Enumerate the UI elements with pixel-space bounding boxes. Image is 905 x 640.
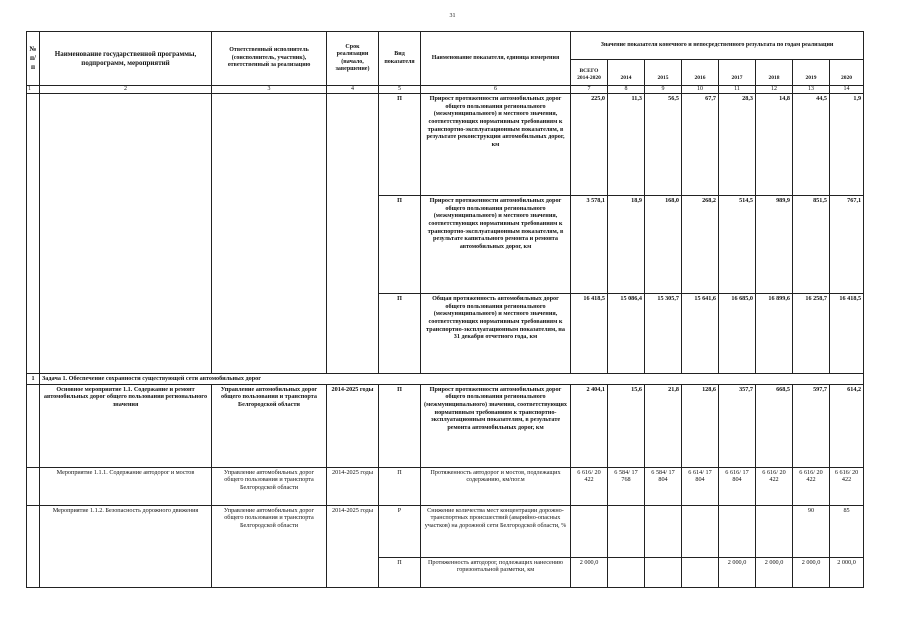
value-cell: 85 [830, 505, 864, 557]
value-cell: 1,9 [830, 94, 864, 196]
value-cell: 6 614/ 17 804 [682, 467, 719, 505]
header-year: 2019 [793, 60, 830, 86]
task-row [27, 374, 864, 385]
value-cell: 514,5 [719, 196, 756, 294]
value-cell: 168,0 [645, 196, 682, 294]
indicator-name: Протяженность автодорог, подлежащих нанесению горизонтальной разметки, км [421, 557, 571, 587]
value-cell: 15,6 [608, 384, 645, 467]
value-cell: 18,9 [608, 196, 645, 294]
indicator-type: П [379, 94, 421, 196]
column-number: 9 [645, 86, 682, 94]
column-number: 1 [27, 86, 40, 94]
header-year: 2016 [682, 60, 719, 86]
header-year: 2018 [756, 60, 793, 86]
column-number-row [27, 86, 864, 94]
value-cell: 668,5 [756, 384, 793, 467]
event-responsible: Управление автомобильных дорог общего пользования и транспорта Белгородской области [212, 505, 327, 587]
value-cell [608, 557, 645, 587]
value-cell: 2 000,0 [756, 557, 793, 587]
task-number: 1 [27, 374, 40, 385]
header-year: 2015 [645, 60, 682, 86]
header-year-total: ВСЕГО 2014-2020 [571, 60, 608, 86]
value-cell: 767,1 [830, 196, 864, 294]
header-num: № п/п [27, 32, 40, 86]
value-cell: 6 584/ 17 768 [608, 467, 645, 505]
value-cell [756, 505, 793, 557]
column-number: 2 [40, 86, 212, 94]
event-row-1-1-2 [27, 505, 864, 557]
event-name: Мероприятие 1.1.2. Безопасность дорожного движения [40, 505, 212, 587]
indicator-row-reconstruction [27, 94, 864, 196]
value-total: 225,0 [571, 94, 608, 196]
value-cell: 67,7 [682, 94, 719, 196]
column-number: 12 [756, 86, 793, 94]
column-number: 11 [719, 86, 756, 94]
value-cell: 614,2 [830, 384, 864, 467]
header-values: Значение показателя конечного и непосредственного результата по годам реализации [571, 32, 864, 60]
value-cell: 357,7 [719, 384, 756, 467]
indicator-type: П [379, 196, 421, 294]
value-cell [645, 505, 682, 557]
value-cell: 21,8 [645, 384, 682, 467]
value-cell: 268,2 [682, 196, 719, 294]
value-cell: 597,7 [793, 384, 830, 467]
event-name: Мероприятие 1.1.1. Содержание автодорог и мостов [40, 467, 212, 505]
value-cell [645, 557, 682, 587]
value-cell: 989,9 [756, 196, 793, 294]
value-cell: 2 000,0 [830, 557, 864, 587]
value-cell: 2 000,0 [793, 557, 830, 587]
header-name: Наименование государственной программы, подпрограмм, мероприятий [40, 32, 212, 86]
value-cell: 90 [793, 505, 830, 557]
value-cell: 6 616/ 20 422 [756, 467, 793, 505]
indicator-name: Снижение количества мест концентрации дорожно-транспортных происшествий (аварийно-опасных участков) на дорожной сети Белгородской области, % [421, 505, 571, 557]
header-responsible: Ответственный исполнитель (соисполнитель, участник), ответственный за реализацию [212, 32, 327, 86]
value-total: 2 404,1 [571, 384, 608, 467]
column-number: 4 [327, 86, 379, 94]
value-cell: 6 616/ 20 422 [830, 467, 864, 505]
header-indicator: Наименование показателя, единица измерения [421, 32, 571, 86]
value-cell: 44,5 [793, 94, 830, 196]
value-total: 3 578,1 [571, 196, 608, 294]
task-title: Задача 1. Обеспечение сохранности существующей сети автомобильных дорог [40, 374, 864, 385]
column-number: 3 [212, 86, 327, 94]
indicator-type: П [379, 467, 421, 505]
value-cell: 56,5 [645, 94, 682, 196]
event-name: Основное мероприятие 1.1. Содержание и ремонт автомобильных дорог общего пользования регионального значения [40, 384, 212, 467]
event-term: 2014-2025 годы [327, 505, 379, 587]
indicator-name: Прирост протяженности автомобильных дорог общего пользования регионального (межмуниципального) значения, соответствующих нормативным требованиям к транспортно-эксплуатационным показателям, в результате ремонта автомобильных дорог, км [421, 384, 571, 467]
value-cell [719, 505, 756, 557]
value-total: 2 000,0 [571, 557, 608, 587]
indicator-name: Протяженность автодорог и мостов, подлежащих содержанию, км/пог.м [421, 467, 571, 505]
header-year: 2017 [719, 60, 756, 86]
value-cell: 16 685,0 [719, 294, 756, 374]
event-term: 2014-2025 годы [327, 467, 379, 505]
header-term: Срок реализации (начало, завершение) [327, 32, 379, 86]
value-cell: 16 258,7 [793, 294, 830, 374]
indicator-type: П [379, 384, 421, 467]
page-number: 31 [449, 13, 456, 19]
value-cell: 6 616/ 17 804 [719, 467, 756, 505]
indicator-name: Прирост протяженности автомобильных дорог общего пользования регионального (межмуниципального) и местного значения, соответствующих нормативным требованиям к транспортно-эксплуатационным показателям, в результате реконструкции автомобильных дорог, км [421, 94, 571, 196]
column-number: 10 [682, 86, 719, 94]
value-cell: 15 086,4 [608, 294, 645, 374]
indicator-type: П [379, 294, 421, 374]
value-cell [608, 505, 645, 557]
header-year: 2014 [608, 60, 645, 86]
value-cell: 128,6 [682, 384, 719, 467]
value-cell: 16 899,6 [756, 294, 793, 374]
value-cell: 11,3 [608, 94, 645, 196]
header-type: Вид показателя [379, 32, 421, 86]
value-cell [682, 557, 719, 587]
column-number: 13 [793, 86, 830, 94]
indicator-type: Р [379, 505, 421, 557]
event-term: 2014-2025 годы [327, 384, 379, 467]
column-number: 5 [379, 86, 421, 94]
event-row-1-1-1 [27, 467, 864, 505]
program-indicators-table [26, 31, 864, 588]
indicator-type: П [379, 557, 421, 587]
value-cell: 6 584/ 17 804 [645, 467, 682, 505]
value-total: 6 616/ 20 422 [571, 467, 608, 505]
value-total: 16 418,5 [571, 294, 608, 374]
value-cell: 6 616/ 20 422 [793, 467, 830, 505]
column-number: 14 [830, 86, 864, 94]
value-total [571, 505, 608, 557]
event-responsible: Управление автомобильных дорог общего пользования и транспорта Белгородской области [212, 384, 327, 467]
column-number: 7 [571, 86, 608, 94]
column-number: 8 [608, 86, 645, 94]
value-cell [682, 505, 719, 557]
value-cell: 2 000,0 [719, 557, 756, 587]
event-responsible: Управление автомобильных дорог общего пользования и транспорта Белгородской области [212, 467, 327, 505]
value-cell: 15 641,6 [682, 294, 719, 374]
value-cell: 28,3 [719, 94, 756, 196]
indicator-name: Прирост протяженности автомобильных дорог общего пользования регионального (межмуниципального) и местного значения, соответствующих нормативным требованиям к транспортно-эксплуатационным показателям, в результате капитального ремонта и ремонта автомобильных дорог, км [421, 196, 571, 294]
value-cell: 16 418,5 [830, 294, 864, 374]
main-event-row [27, 384, 864, 467]
header-year: 2020 [830, 60, 864, 86]
value-cell: 14,8 [756, 94, 793, 196]
indicator-name: Общая протяженность автомобильных дорог общего пользования регионального (межмуниципального) и местного значения, соответствующих нормативным требованиям к транспортно-эксплуатационным показателям, на 31 декабря отчетного года, км [421, 294, 571, 374]
value-cell: 851,5 [793, 196, 830, 294]
value-cell: 15 305,7 [645, 294, 682, 374]
column-number: 6 [421, 86, 571, 94]
